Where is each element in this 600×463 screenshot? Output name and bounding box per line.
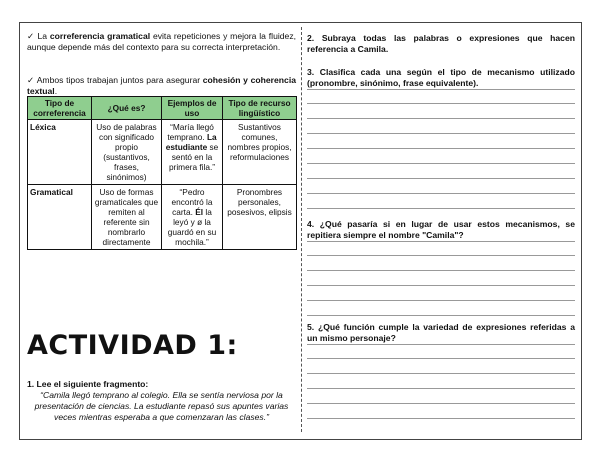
type-cell: Gramatical — [28, 185, 92, 250]
answer-lines-3[interactable] — [307, 89, 575, 209]
table-header-row — [28, 97, 297, 120]
answer-lines-4[interactable] — [307, 241, 575, 316]
definition-cell: Uso de palabras con significado propio (sustantivos, frases, sinónimos) — [92, 120, 162, 185]
activity-title: ACTIVIDAD 1: — [27, 330, 238, 361]
table-row — [28, 185, 297, 250]
check-icon: ✓ — [27, 75, 35, 85]
question-3: 3. Clasifica cada una según el tipo de mecanismo utilizado (pronombre, sinónimo, frase equivalente). — [307, 67, 575, 88]
table-header: Tipo de recurso lingüístico — [223, 97, 297, 120]
question-2: 2. Subraya todas las palabras o expresiones que hacen referencia a Camila. — [307, 33, 575, 54]
fragment-text: “Camila llegó temprano al colegio. Ella se sentía nerviosa por la presentación de ciencias. La estudiante repasó sus apuntes varias veces mientras esperaba a que comenzaran las clases.” — [34, 390, 289, 422]
resource-cell: Pronombres personales, posesivos, elipsis — [223, 185, 297, 250]
table-header: Ejemplos de uso — [162, 97, 223, 120]
example-cell: “Pedro encontró la carta. Él la leyó y ø la guardó en su mochila.” — [162, 185, 223, 250]
question-5: 5. ¿Qué función cumple la variedad de expresiones referidas a un mismo personaje? — [307, 322, 575, 343]
table-header: Tipo de correferencia — [28, 97, 92, 120]
example-cell: “María llegó temprano. La estudiante se sentó en la primera fila.” — [162, 120, 223, 185]
resource-cell: Sustantivos comunes, nombres propios, reformulaciones — [223, 120, 297, 185]
column-divider — [301, 27, 302, 432]
intro-paragraph-1: ✓ La correferencia gramatical evita repeticiones y mejora la fluidez, aunque depende más del contexto para su correcta interpretación. — [27, 31, 297, 52]
answer-lines-5[interactable] — [307, 344, 575, 419]
type-cell: Léxica — [28, 120, 92, 185]
question-1: 1. Lee el siguiente fragmento: — [27, 379, 149, 389]
coreference-table — [27, 96, 297, 250]
fragment-block — [27, 379, 296, 423]
intro-paragraph-2: ✓ Ambos tipos trabajan juntos para asegurar cohesión y coherencia textual. — [27, 75, 296, 96]
table-header: ¿Qué es? — [92, 97, 162, 120]
definition-cell: Uso de formas gramaticales que remiten al referente sin nombrarlo directamente — [92, 185, 162, 250]
table-row — [28, 120, 297, 185]
check-icon: ✓ — [27, 31, 35, 41]
question-4: 4. ¿Qué pasaría si en lugar de usar estos mecanismos, se repitiera siempre el nombre "Camila"? — [307, 219, 575, 240]
